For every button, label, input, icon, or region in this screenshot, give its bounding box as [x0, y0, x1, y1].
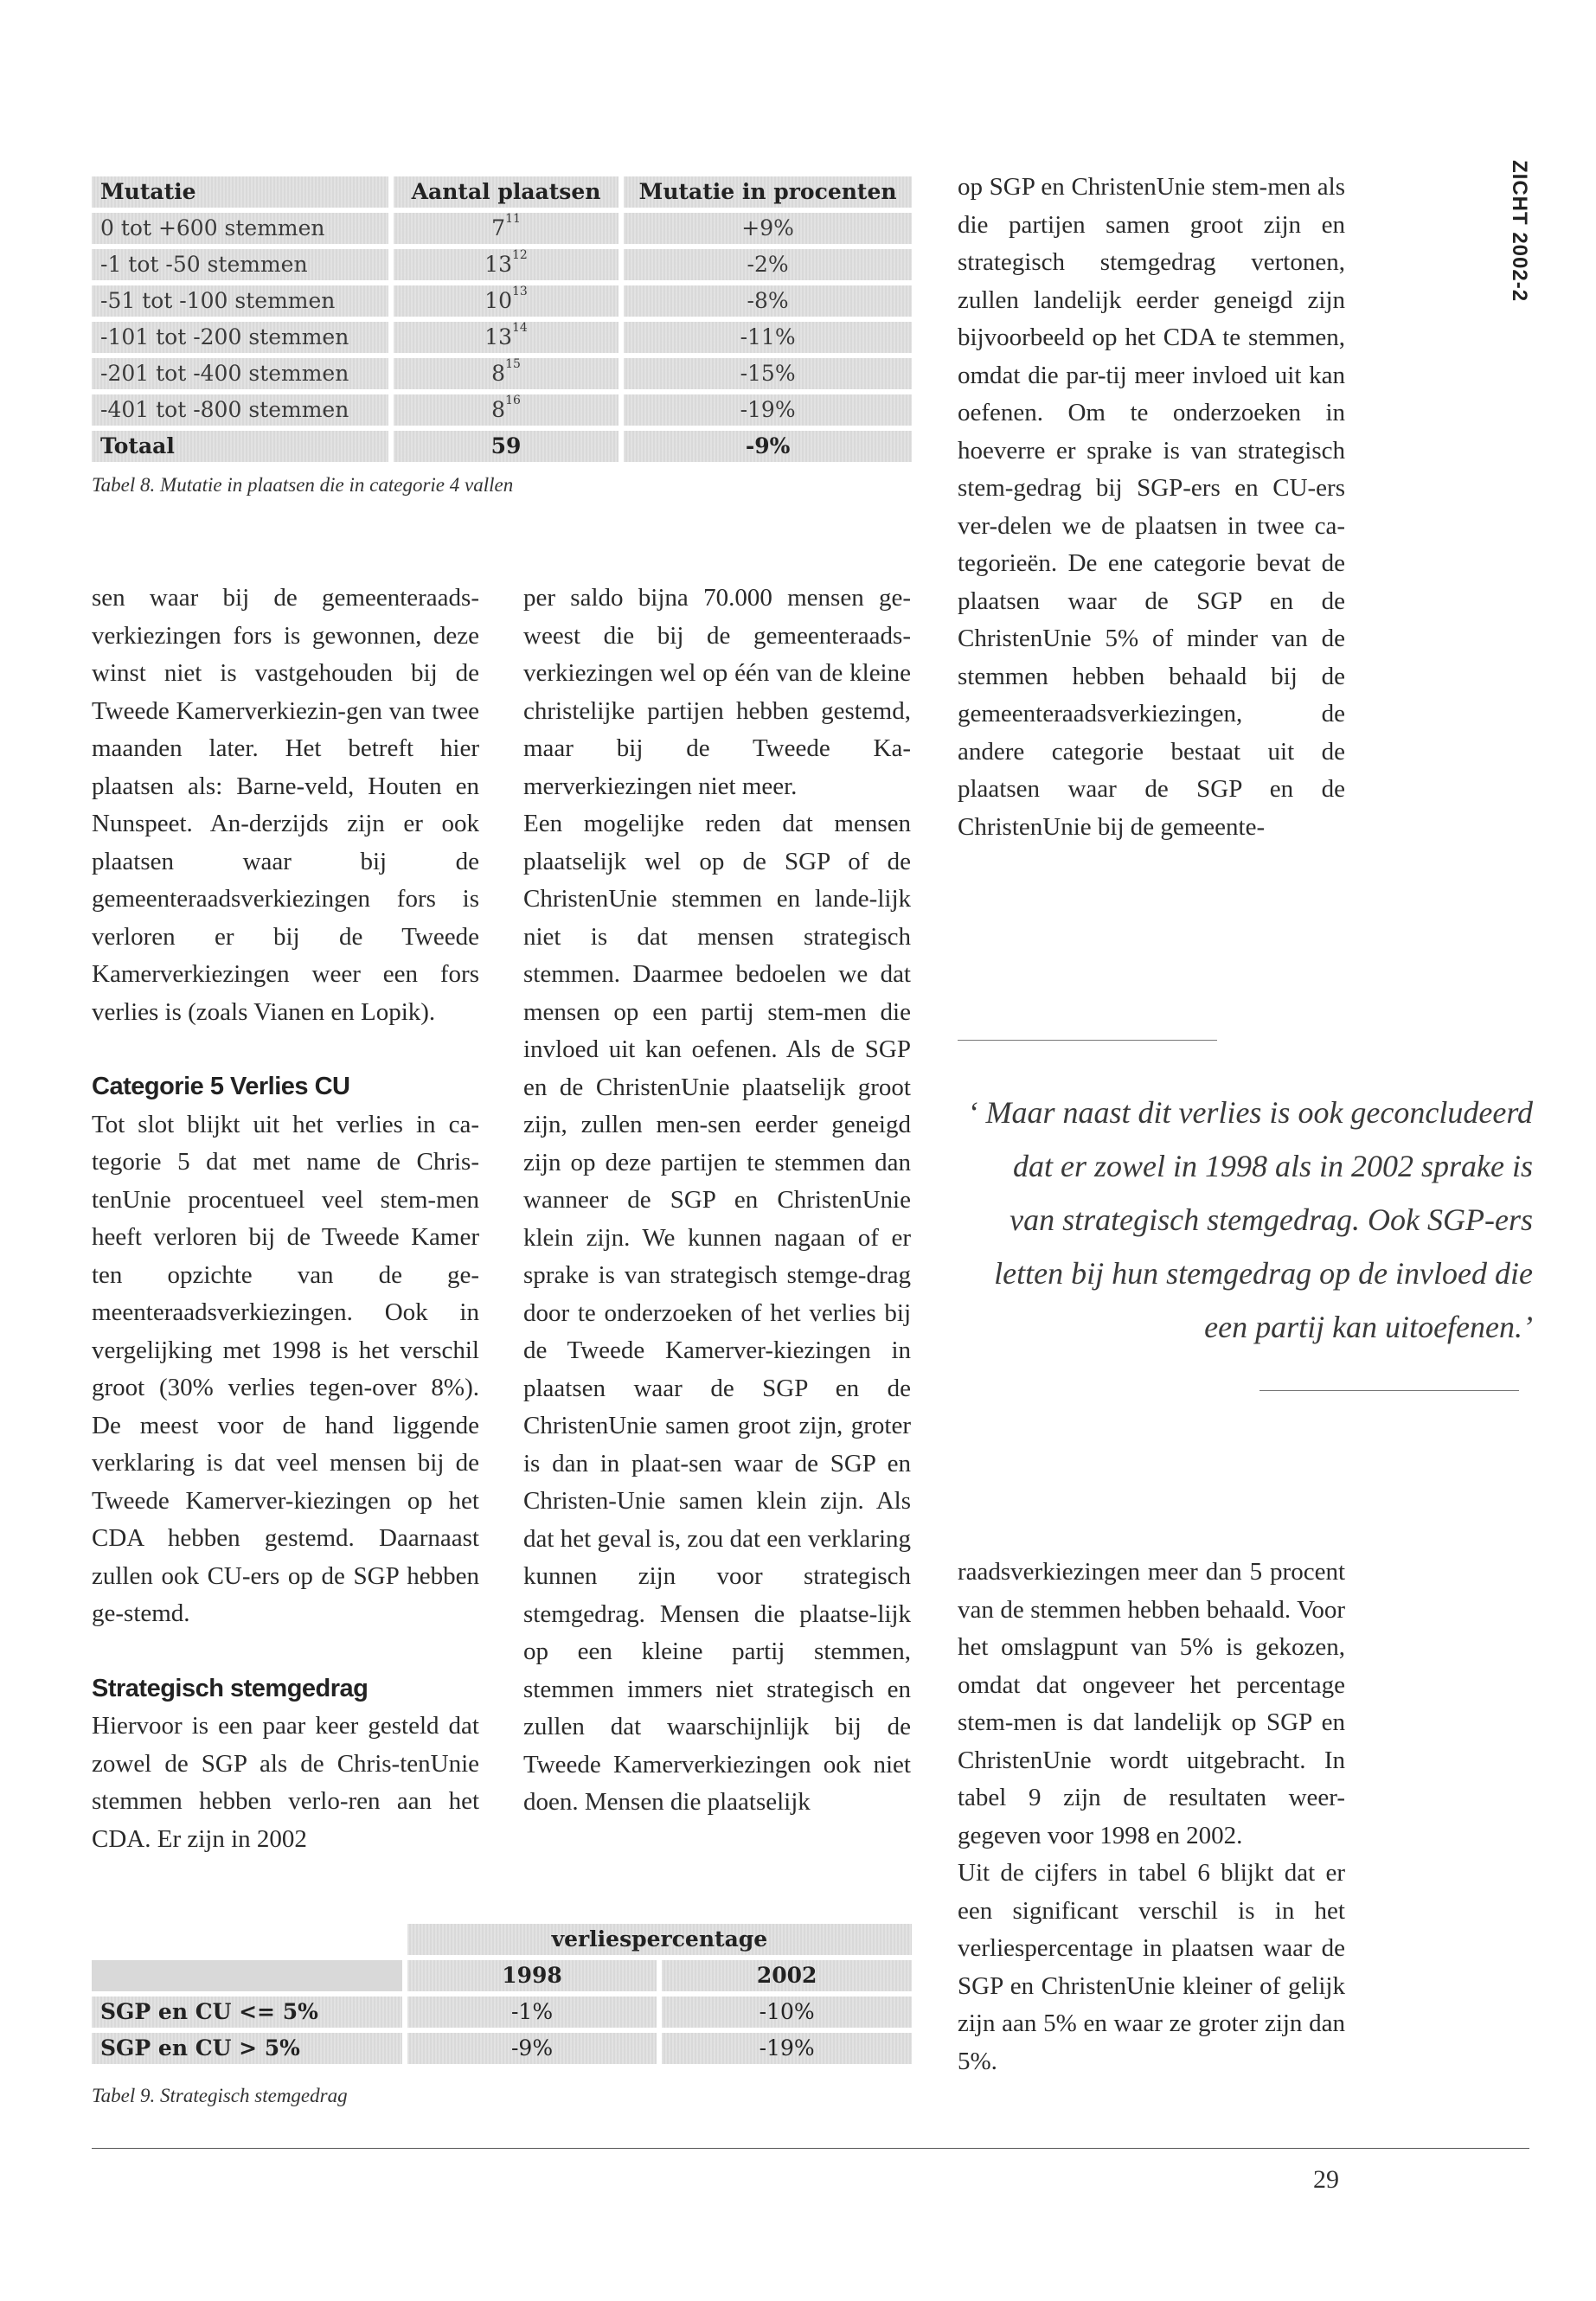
table-8-header-procenten: Mutatie in procenten	[624, 176, 912, 208]
table-9-blank-header	[92, 1960, 402, 1991]
table-row	[92, 358, 912, 389]
row-pct: -11%	[624, 322, 912, 353]
row-label: 0 tot +600 stemmen	[92, 213, 388, 244]
table-8-caption: Tabel 8. Mutatie in plaatsen die in categorie 4 vallen	[92, 474, 514, 496]
col1-paragraph-3: Hiervoor is een paar keer gesteld dat zowel de SGP als de Chris-tenUnie stemmen hebben verlo-ren aan het CDA. Er zijn in 2002	[92, 1712, 479, 1853]
table-row	[92, 2033, 912, 2064]
table-9-caption: Tabel 9. Strategisch stemgedrag	[92, 2085, 348, 2106]
table-row	[92, 285, 912, 317]
row-label: -51 tot -100 stemmen	[92, 285, 388, 317]
row-count: $7^{11}$	[394, 213, 619, 244]
row-label: -201 tot -400 stemmen	[92, 358, 388, 389]
heading-categorie-5: Categorie 5 Verlies CU	[92, 1073, 350, 1100]
pullquote-top-rule	[958, 1040, 1217, 1041]
col3-paragraph-top: op SGP en ChristenUnie stem-men als die partijen samen groot zijn en strategisch stemgedrag vertonen, zullen landelijk eerder geneigd zijn bijvoorbeeld op het CDA te stemmen, omdat die par-tij meer invloed uit kan oefenen. Om te onderzoeken in hoeverre er sprake is van strategisch stem-gedrag bij SGP-ers en CU-ers ver-delen we de plaatsen in twee ca-tegorieën. De ene categorie bevat de plaatsen waar de SGP en de ChristenUnie 5% of minder van de stemmen hebben behaald bij de gemeenteraadsverkiezingen, de andere categorie bestaat uit de plaatsen waar de SGP en de ChristenUnie bij de gemeente-	[958, 173, 1345, 841]
col3-paragraph-bottom-2: Uit de cijfers in tabel 6 blijkt dat er een significant verschil is in het verliespercentage in plaatsen waar de SGP en ChristenUnie kleiner of gelijk zijn aan 5% en waar ze groter zijn dan 5%.	[958, 1859, 1345, 2075]
table-row	[92, 394, 912, 426]
pull-quote: ‘ Maar naast dit verlies is ook geconcludeerd dat er zowel in 1998 als in 2002 sprake is van strategisch stemgedrag. Ook SGP-ers letten bij hun stemgedrag op de invloed die een partij kan uitoefenen.’	[967, 1095, 1533, 1344]
pullquote-bottom-rule	[1259, 1390, 1519, 1391]
row-label: -101 tot -200 stemmen	[92, 322, 388, 353]
row-count: $8^{16}$	[394, 394, 619, 426]
row-pct: -8%	[624, 285, 912, 317]
column-3-top	[958, 169, 1345, 846]
total-count: 59	[394, 431, 619, 462]
table-row	[92, 213, 912, 244]
row-2002: -10%	[662, 1997, 912, 2028]
heading-strategisch-stemgedrag: Strategisch stemgedrag	[92, 1674, 369, 1702]
table-8-header-row	[92, 176, 912, 208]
row-label: SGP en CU <= 5%	[92, 1997, 402, 2028]
col3-paragraph-bottom-1: raadsverkiezingen meer dan 5 procent van de stemmen hebben behaald. Voor het omslagpunt van 5% is gekozen, omdat dat ongeveer het percentage stem-men is dat landelijk op SGP en ChristenUnie wordt uitgebracht. In tabel 9 zijn de resultaten weer-gegeven voor 1998 en 2002.	[958, 1558, 1345, 1849]
col2-paragraph-1: per saldo bijna 70.000 mensen ge-weest die bij de gemeenteraads-verkiezingen wel op één van de kleine christelijke partijen hebben gestemd, maar bij de Tweede Ka-merverkiezingen niet meer.	[523, 584, 911, 800]
column-3-bottom	[958, 1554, 1345, 2080]
row-label: -401 tot -800 stemmen	[92, 394, 388, 426]
table-9-year-row	[92, 1960, 912, 1991]
row-1998: -1%	[407, 1997, 657, 2028]
row-label: -1 tot -50 stemmen	[92, 249, 388, 280]
row-1998: -9%	[407, 2033, 657, 2064]
table-8-header-mutatie: Mutatie	[92, 176, 388, 208]
row-pct: -15%	[624, 358, 912, 389]
table-9-year-2002: 2002	[662, 1960, 912, 1991]
footer-rule	[92, 2148, 1529, 2149]
table-row	[92, 249, 912, 280]
col2-paragraph-2: Een mogelijke reden dat mensen plaatselijk wel op de SGP of de ChristenUnie stemmen en lande-lijk niet is dat mensen strategisch stemmen. Daarmee bedoelen we dat mensen op een partij stem-men die invloed uit kan oefenen. Als de SGP en de ChristenUnie plaatselijk groot zijn, zullen men-sen eerder geneigd zijn op deze partijen te stemmen dan wanneer de SGP en ChristenUnie klein zijn. We kunnen nagaan of er sprake is van strategisch stemge-drag door te onderzoeken of het verlies bij de Tweede Kamerver-kiezingen in plaatsen waar de SGP en de ChristenUnie samen groot zijn, groter is dan in plaat-sen waar de SGP en Christen-Unie samen klein zijn. Als dat het geval is, zou dat een verklaring kunnen zijn voor strategisch stemgedrag. Mensen die plaatse-lijk op een kleine partij stemmen, stemmen immers niet strategisch en zullen dat waarschijnlijk bij de Tweede Kamerverkiezingen ook niet doen. Mensen die plaatselijk	[523, 810, 911, 1816]
row-count: $13^{14}$	[394, 322, 619, 353]
row-label: SGP en CU > 5%	[92, 2033, 402, 2064]
row-pct: -19%	[624, 394, 912, 426]
table-9-empty-corner	[92, 1924, 402, 1955]
table-9	[92, 1919, 912, 2069]
row-2002: -19%	[662, 2033, 912, 2064]
total-label: Totaal	[92, 431, 388, 462]
table-9-group-header: verliespercentage	[407, 1924, 912, 1955]
table-row	[92, 1997, 912, 2028]
table-8-header-aantal: Aantal plaatsen	[394, 176, 619, 208]
row-count: $13^{12}$	[394, 249, 619, 280]
table-total-row	[92, 431, 912, 462]
table-8	[92, 171, 912, 467]
row-pct: -2%	[624, 249, 912, 280]
row-count: $8^{15}$	[394, 358, 619, 389]
table-9-year-1998: 1998	[407, 1960, 657, 1991]
col1-paragraph-2: Tot slot blijkt uit het verlies in ca-tegorie 5 dat met name de Chris-tenUnie procentueel veel stem-men heeft verloren bij de Tweede Kamer ten opzichte van de ge-meenteraadsverkiezingen. Ook in vergelijking met 1998 is het verschil groot (30% verlies tegen-over 8%). De meest voor de hand liggende verklaring is dat veel mensen bij de Tweede Kamerver-kiezingen op het CDA hebben gestemd. Daarnaast zullen ook CU-ers op de SGP hebben ge-stemd.	[92, 1110, 479, 1627]
column-2	[523, 580, 911, 1822]
col1-paragraph-1: sen waar bij de gemeenteraads-verkiezingen fors is gewonnen, deze winst niet is vastgehouden bij de Tweede Kamerverkiezin-gen van twee maanden later. Het betreft hier plaatsen als: Barne-veld, Houten en Nunspeet. An-derzijds zijn er ook plaatsen waar bij de gemeenteraadsverkiezingen fors is verloren er bij de Tweede Kamerverkiezingen weer een fors verlies is (zoals Vianen en Lopik).	[92, 584, 479, 1026]
table-row	[92, 322, 912, 353]
total-pct: -9%	[624, 431, 912, 462]
running-head: ZICHT 2002-2	[1508, 160, 1531, 303]
row-pct: +9%	[624, 213, 912, 244]
page-number: 29	[1313, 2165, 1339, 2194]
table-9-group-header-row	[92, 1924, 912, 1955]
column-1	[92, 580, 479, 1858]
row-count: $10^{13}$	[394, 285, 619, 317]
